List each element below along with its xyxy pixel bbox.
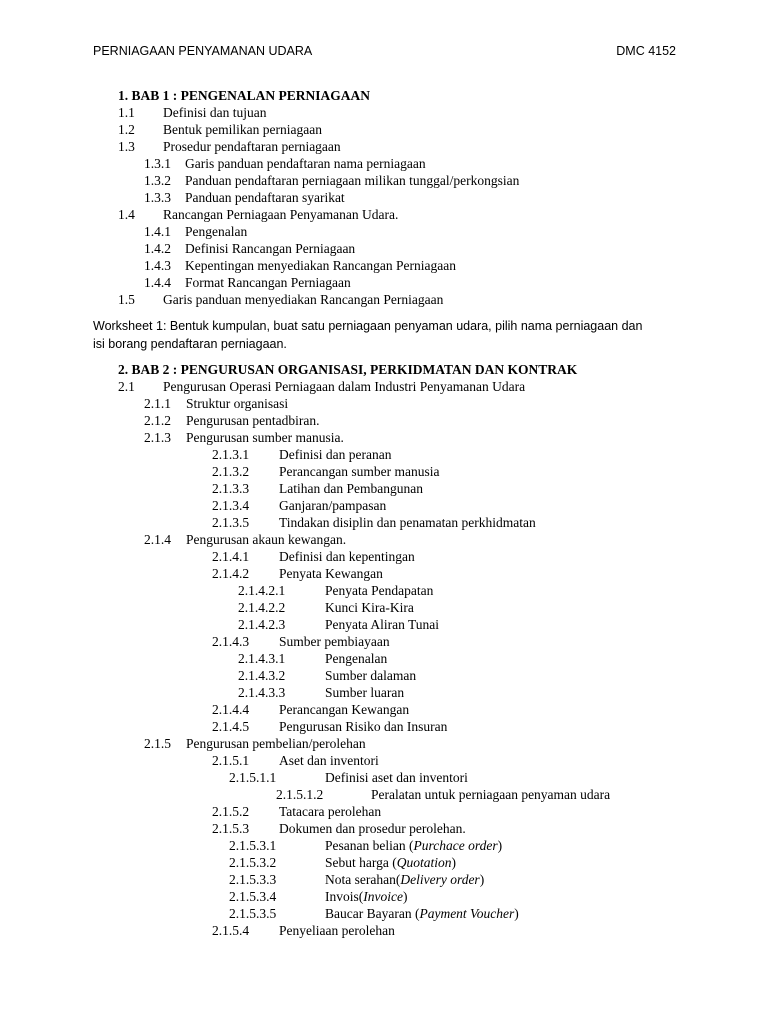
item-text: Panduan pendaftaran syarikat: [185, 190, 345, 205]
item-number: 2.1.5.3: [212, 821, 250, 836]
item-text: Sumber pembiayaan: [279, 634, 390, 649]
item-number: 2.1.3.3: [212, 481, 250, 496]
item-text: Panduan pendaftaran perniagaan milikan tunggal/perkongsian: [185, 173, 520, 188]
item-text: Pengurusan akaun kewangan.: [186, 532, 347, 547]
item-text: Definisi dan peranan: [279, 447, 392, 462]
item-text-close: ): [479, 872, 485, 887]
item-text: Penyeliaan perolehan: [279, 923, 395, 938]
item-number: 1.4.2: [144, 241, 171, 256]
item-text: Pengurusan Risiko dan Insuran: [279, 719, 448, 734]
item-number: 2.1.4.4: [212, 702, 250, 717]
item-text: Format Rancangan Perniagaan: [185, 275, 351, 290]
item-text: Definisi dan tujuan: [163, 105, 267, 120]
item-number: 1.4.4: [144, 275, 171, 290]
item-number: 1.5: [118, 292, 135, 307]
item-text-english: Purchace order: [413, 838, 498, 853]
item-number: 2.1.4.2: [212, 566, 250, 581]
item-text: Garis panduan menyediakan Rancangan Perniagaan: [163, 292, 444, 307]
item-text-main: Baucar Bayaran (: [325, 906, 420, 921]
item-text: Prosedur pendaftaran perniagaan: [163, 139, 341, 154]
item-text-main: Sebut harga (: [325, 855, 397, 870]
item-text: Dokumen dan prosedur perolehan.: [279, 821, 466, 836]
item-number: 1.3.1: [144, 156, 171, 171]
item-text: Pengenalan: [325, 651, 388, 666]
item-number: 2.1.2: [144, 413, 171, 428]
chapter-1-heading: 1. BAB 1 : PENGENALAN PERNIAGAAN: [118, 88, 371, 103]
item-number: 2.1.5.1.2: [276, 787, 324, 802]
item-number: 2.1.4.2.2: [238, 600, 286, 615]
item-number: 2.1.3.5: [212, 515, 250, 530]
item-text: Sumber luaran: [325, 685, 405, 700]
item-text: [325, 838, 502, 855]
item-number: 2.1.4.3.2: [238, 668, 286, 683]
item-text: Latihan dan Pembangunan: [279, 481, 423, 496]
page-header: [93, 42, 676, 60]
item-text-english: Delivery order: [400, 872, 480, 887]
item-text: [325, 906, 519, 923]
item-number: 2.1.4.2.1: [238, 583, 286, 598]
item-text: Pengurusan pembelian/perolehan: [186, 736, 366, 751]
item-number: 1.4.1: [144, 224, 171, 239]
item-text: Pengurusan Operasi Perniagaan dalam Industri Penyamanan Udara: [163, 379, 526, 394]
item-number: 2.1.4.3: [212, 634, 250, 649]
item-number: 2.1.5.3.5: [229, 906, 277, 921]
item-text: Struktur organisasi: [186, 396, 289, 411]
chapter-2-heading: 2. BAB 2 : PENGURUSAN ORGANISASI, PERKIDMATAN DAN KONTRAK: [118, 362, 578, 377]
item-number: 2.1: [118, 379, 135, 394]
item-text-close: ): [497, 838, 503, 853]
item-number: 1.2: [118, 122, 135, 137]
item-number: 2.1.4.5: [212, 719, 250, 734]
item-text: Tindakan disiplin dan penamatan perkhidmatan: [279, 515, 536, 530]
item-number: 2.1.3.4: [212, 498, 250, 513]
item-number: 2.1.5.2: [212, 804, 250, 819]
item-number: 2.1.5.4: [212, 923, 250, 938]
item-text: Pengurusan pentadbiran.: [186, 413, 320, 428]
item-number: 2.1.5.3.4: [229, 889, 277, 904]
item-text: Pengenalan: [185, 224, 248, 239]
item-number: 2.1.4.2.3: [238, 617, 286, 632]
item-number: 1.3: [118, 139, 135, 154]
item-text: Garis panduan pendaftaran nama perniagaan: [185, 156, 426, 171]
item-text: [325, 872, 484, 889]
item-text: Rancangan Perniagaan Penyamanan Udara.: [163, 207, 399, 222]
item-number: 1.4.3: [144, 258, 171, 273]
item-text: Perancangan Kewangan: [279, 702, 410, 717]
item-text-english: Payment Voucher: [419, 906, 515, 921]
item-text: [325, 855, 456, 872]
item-text-main: Invois(: [325, 889, 364, 904]
item-number: 2.1.5.3.2: [229, 855, 277, 870]
item-number: 2.1.4: [144, 532, 171, 547]
item-text-close: ): [402, 889, 408, 904]
item-number: 1.3.3: [144, 190, 171, 205]
item-text: Penyata Pendapatan: [325, 583, 434, 598]
item-text-close: ): [451, 855, 456, 870]
item-text: Definisi Rancangan Perniagaan: [185, 241, 356, 256]
item-number: 2.1.1: [144, 396, 171, 411]
item-text: [325, 889, 407, 906]
item-number: 1.1: [118, 105, 135, 120]
item-number: 2.1.5.3.3: [229, 872, 277, 887]
item-text: Kepentingan menyediakan Rancangan Perniagaan: [185, 258, 457, 273]
item-text-english: Quotation: [396, 855, 452, 870]
item-number: 2.1.4.1: [212, 549, 250, 564]
item-number: 1.3.2: [144, 173, 171, 188]
worksheet-line-2: isi borang pendaftaran perniagaan.: [93, 337, 287, 351]
item-text: Pengurusan sumber manusia.: [186, 430, 344, 445]
item-text: Aset dan inventori: [279, 753, 379, 768]
item-text: Kunci Kira-Kira: [325, 600, 414, 615]
item-text: Perancangan sumber manusia: [279, 464, 440, 479]
header-title: PERNIAGAAN PENYAMANAN UDARA: [93, 44, 313, 58]
item-text: Penyata Aliran Tunai: [325, 617, 439, 632]
item-number: 2.1.4.3.3: [238, 685, 286, 700]
item-number: 2.1.5: [144, 736, 171, 751]
worksheet-paragraph: [93, 317, 683, 353]
item-text: Peralatan untuk perniagaan penyaman udara: [371, 787, 611, 802]
item-text-main: Pesanan belian (: [325, 838, 414, 853]
worksheet-line-1: Worksheet 1: Bentuk kumpulan, buat satu perniagaan penyaman udara, pilih nama perniagaan dan: [93, 319, 643, 333]
item-number: 2.1.5.1: [212, 753, 250, 768]
item-text: Ganjaran/pampasan: [279, 498, 387, 513]
item-text-english: Invoice: [363, 889, 403, 904]
item-text-main: Nota serahan(: [325, 872, 401, 887]
item-number: 2.1.5.1.1: [229, 770, 277, 785]
item-text: Tatacara perolehan: [279, 804, 382, 819]
item-text: Definisi aset dan inventori: [325, 770, 468, 785]
item-text-close: ): [514, 906, 519, 921]
item-number: 2.1.3.1: [212, 447, 250, 462]
item-text: Sumber dalaman: [325, 668, 417, 683]
header-course-code: DMC 4152: [616, 44, 676, 58]
item-number: 2.1.5.3.1: [229, 838, 277, 853]
item-text: Penyata Kewangan: [279, 566, 383, 581]
item-text: Bentuk pemilikan perniagaan: [163, 122, 322, 137]
item-text: Definisi dan kepentingan: [279, 549, 415, 564]
item-number: 2.1.4.3.1: [238, 651, 286, 666]
item-number: 2.1.3.2: [212, 464, 250, 479]
item-number: 1.4: [118, 207, 135, 222]
item-number: 2.1.3: [144, 430, 171, 445]
